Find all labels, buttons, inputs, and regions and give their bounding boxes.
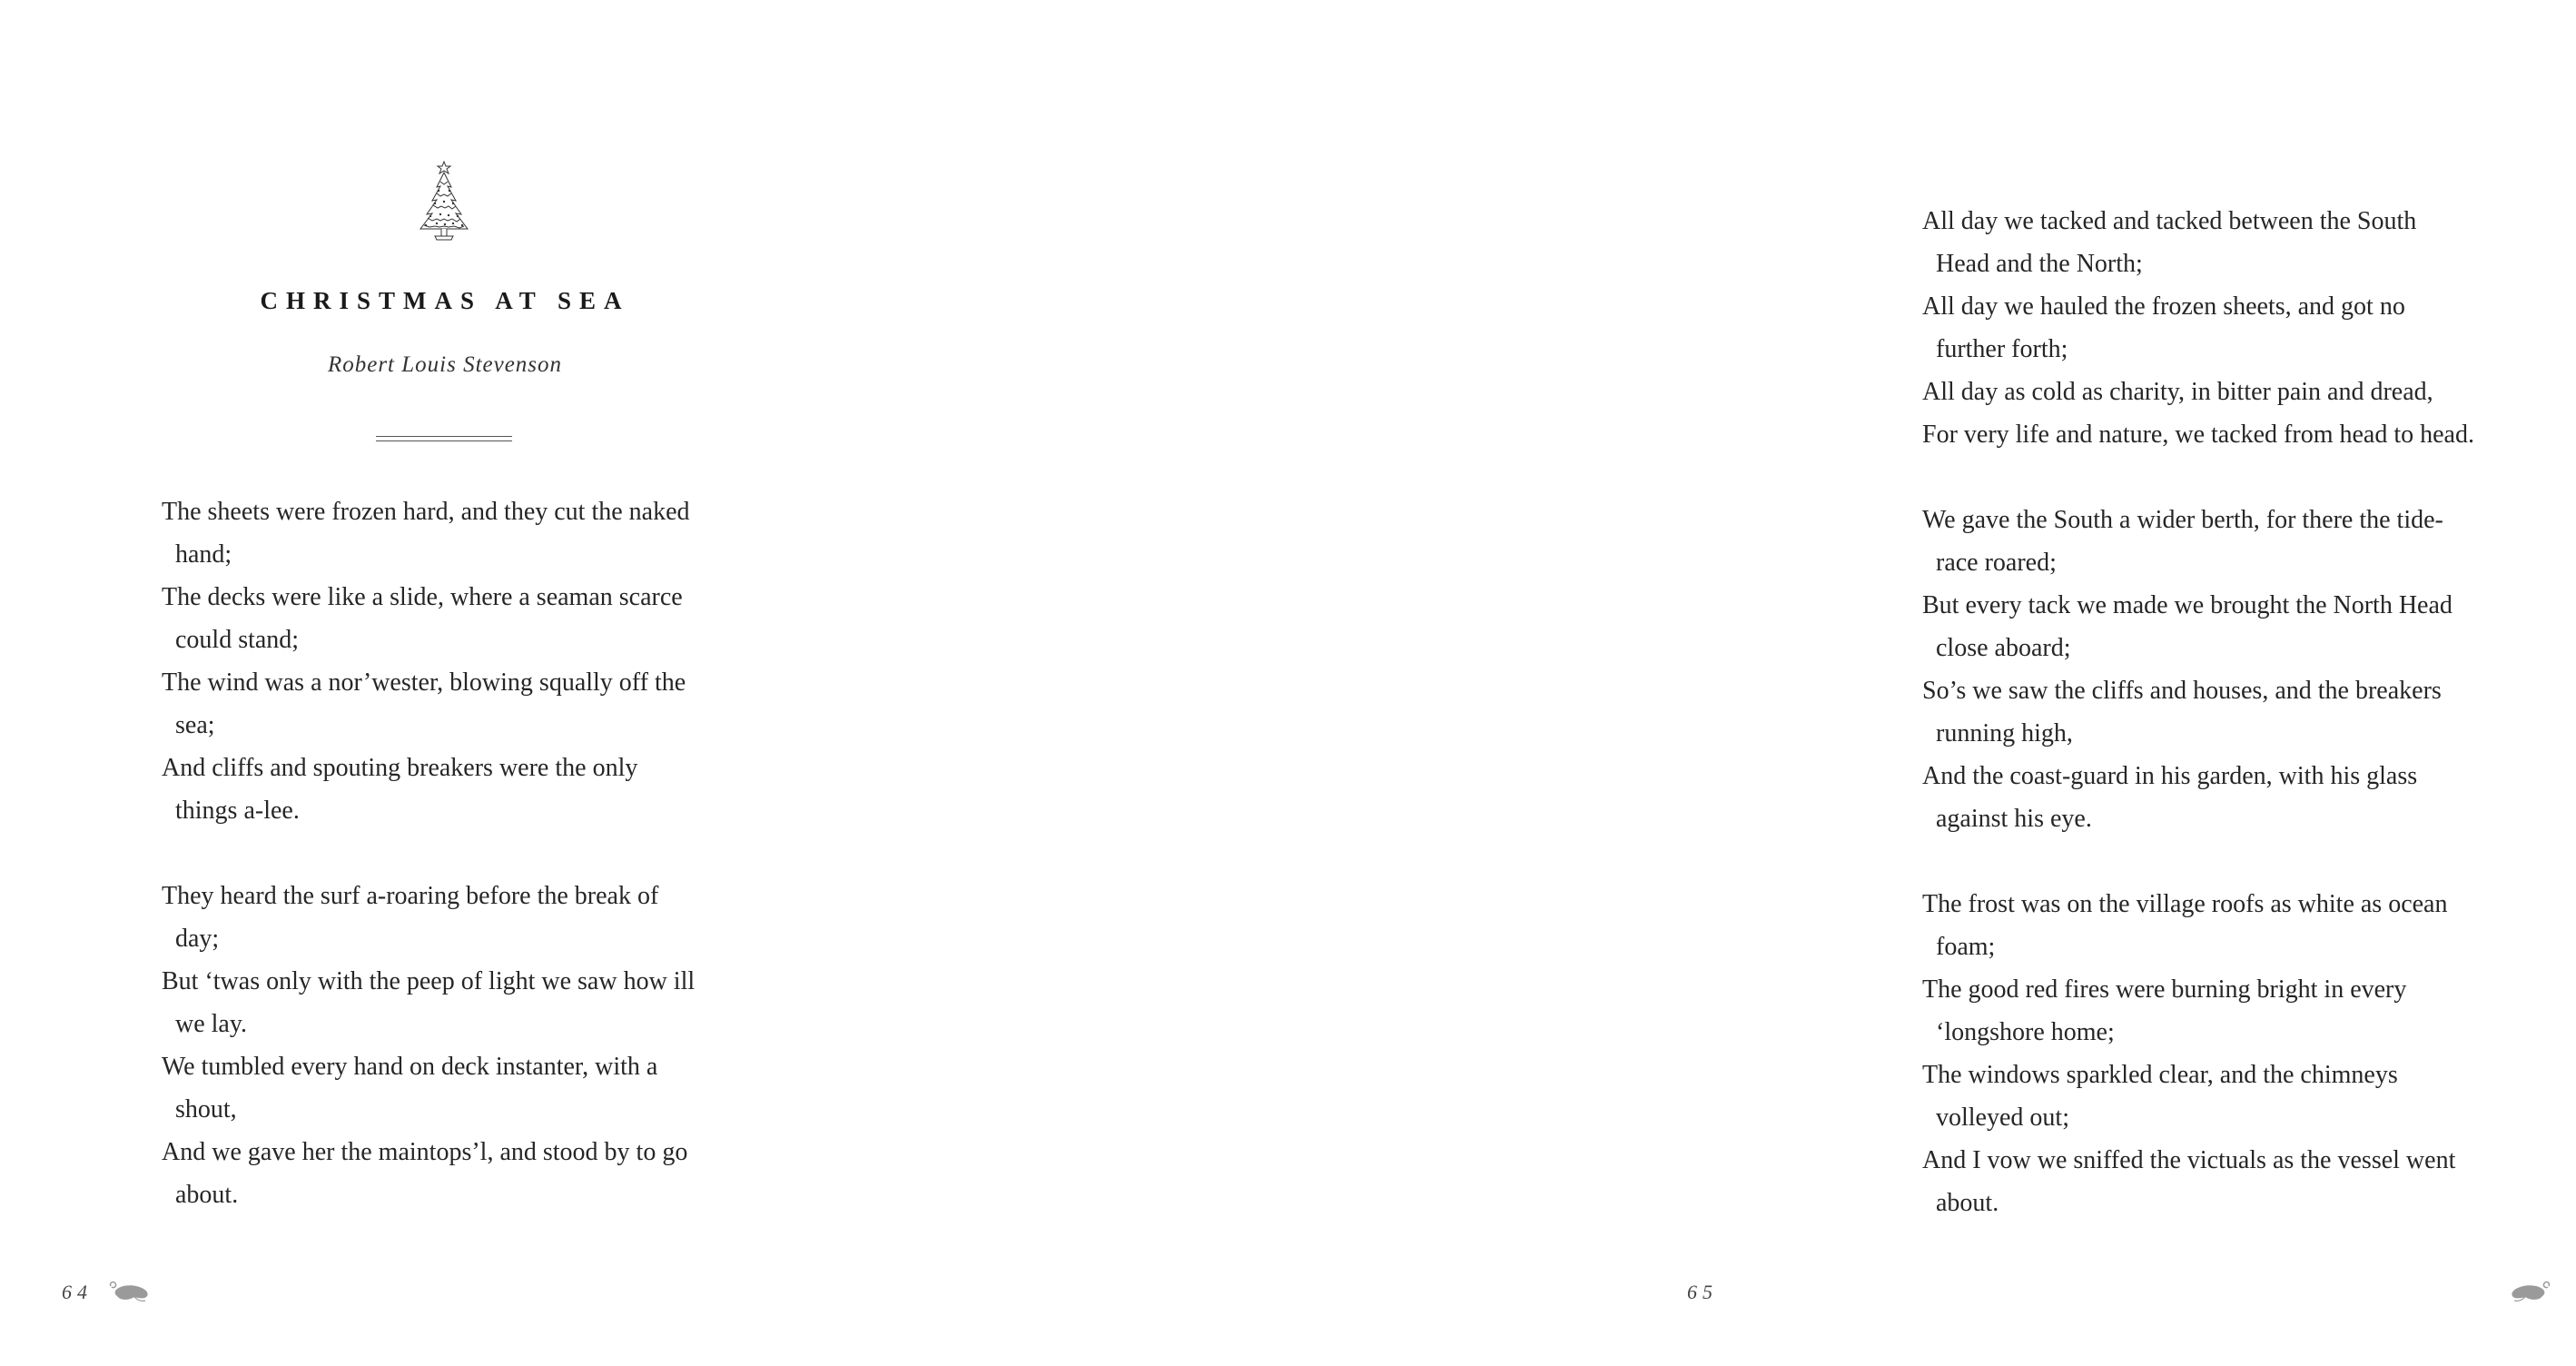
flourish-ornament-icon	[107, 1279, 151, 1304]
poem-line: And cliffs and spouting breakers were the only	[162, 754, 638, 782]
poem-line-continuation: day;	[175, 925, 220, 953]
page-number: 65	[1687, 1281, 1718, 1303]
poem-line: But ‘twas only with the peep of light we saw how ill	[162, 967, 696, 995]
stanza-break	[1922, 456, 2576, 499]
poem-line: But every tack we made we brought the North Head	[1922, 591, 2453, 619]
poem-line-continuation: we lay.	[175, 1010, 248, 1038]
page-number: 64	[62, 1281, 93, 1303]
poem-line: We tumbled every hand on deck instanter, with a	[162, 1053, 658, 1081]
poem-line: The wind was a nor’wester, blowing squally off the	[162, 668, 686, 697]
poem-line: And I vow we sniffed the victuals as the vessel went	[1922, 1146, 2456, 1174]
poem-line: The windows sparkled clear, and the chimneys	[1922, 1061, 2398, 1089]
poem-line-continuation: sea;	[175, 711, 215, 739]
right-page	[883, 0, 2474, 1366]
poem-line-continuation: running high,	[1936, 719, 2073, 747]
poem-line-continuation: race roared;	[1936, 549, 2057, 577]
poem-line-continuation: Head and the North;	[1936, 250, 2143, 278]
poem-line: So’s we saw the cliffs and houses, and the breakers	[1922, 677, 2442, 705]
stanza-break	[1922, 840, 2576, 883]
poem-author: Robert Louis Stevenson	[327, 352, 563, 377]
poem-line: All day as cold as charity, in bitter pain and dread,	[1922, 378, 2433, 406]
poem-line: All day we hauled the frozen sheets, and got no	[1922, 292, 2405, 321]
poem-line-continuation: could stand;	[175, 626, 300, 654]
right-page-poem	[1922, 200, 2576, 1224]
poem-line: And the coast-guard in his garden, with his glass	[1922, 762, 2418, 790]
poem-line-continuation: foam;	[1936, 933, 1996, 961]
poem-line-continuation: further forth;	[1936, 335, 2068, 363]
poem-line: All day we tacked and tacked between the South	[1922, 207, 2417, 235]
poem-line: The decks were like a slide, where a seaman scarce	[162, 583, 683, 611]
poem-line: And we gave her the maintops’l, and stood by to go	[162, 1138, 688, 1166]
title-divider	[376, 436, 512, 441]
poem-line-continuation: volleyed out;	[1936, 1104, 2069, 1132]
poem-title: CHRISTMAS AT SEA	[260, 287, 630, 314]
poem-line: They heard the surf a-roaring before the break of	[162, 882, 659, 910]
poem-line: The frost was on the village roofs as white as ocean	[1922, 890, 2448, 918]
poem-line: The good red fires were burning bright in every	[1922, 975, 2407, 1004]
flourish-ornament-icon	[2509, 1279, 2552, 1304]
poem-line-continuation: hand;	[175, 540, 232, 569]
stanza-break	[162, 832, 815, 875]
poem-line-continuation: shout,	[175, 1095, 237, 1123]
left-page	[0, 0, 883, 1366]
left-page-poem	[162, 490, 815, 1216]
poem-line-continuation: close aboard;	[1936, 634, 2071, 662]
poem-line-continuation: about.	[175, 1181, 239, 1209]
poem-line: The sheets were frozen hard, and they cut the naked	[162, 498, 690, 526]
poem-line-continuation: against his eye.	[1936, 805, 2092, 833]
poem-line-continuation: things a-lee.	[175, 797, 300, 825]
poem-line: For very life and nature, we tacked from head to head.	[1922, 421, 2474, 449]
poem-line: We gave the South a wider berth, for there the tide-	[1922, 506, 2443, 534]
poem-line-continuation: about.	[1936, 1189, 1999, 1217]
christmas-tree-icon	[415, 160, 473, 242]
poem-line-continuation: ‘longshore home;	[1936, 1018, 2115, 1046]
